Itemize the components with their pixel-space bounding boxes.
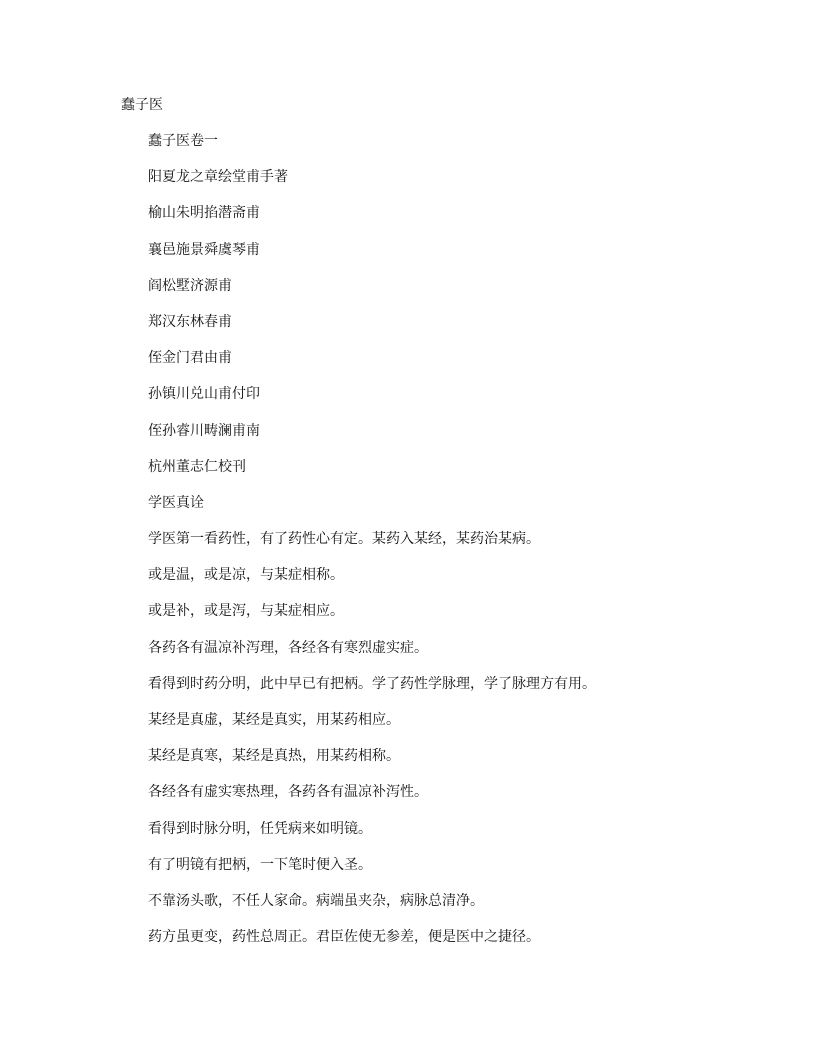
text-line: 或是温，或是凉，与某症相称。 (148, 567, 344, 584)
text-line: 有了明镜有把柄，一下笔时便入圣。 (148, 856, 372, 873)
text-line: 某经是真虚，某经是真实，用某药相应。 (148, 712, 400, 728)
text-line: 或是补，或是泻，与某症相应。 (148, 603, 344, 620)
text-line: 学医第一看药性，有了药性心有定。某药入某经，某药治某病。 (148, 531, 540, 548)
text-line: 各药各有温凉补泻理，各经各有寒烈虚实症。 (148, 639, 428, 656)
text-line: 阳夏龙之章绘堂甫手著 (148, 169, 288, 186)
text-line: 侄金门君由甫 (148, 350, 232, 367)
text-line: 襄邑施景舜虞琴甫 (148, 241, 260, 258)
text-line: 看得到时药分明，此中早已有把柄。学了药性学脉理，学了脉理方有用。 (148, 675, 596, 692)
document-title: 蠢子医 (121, 97, 163, 113)
text-lines (148, 132, 596, 964)
text-line: 阎松墅济源甫 (148, 277, 232, 294)
text-line: 榆山朱明掐潜斋甫 (148, 205, 260, 222)
text-line: 看得到时脉分明，任凭病来如明镜。 (148, 820, 372, 837)
text-line: 学医真诠 (148, 494, 204, 511)
text-line: 不靠汤头歌，不任人家命。病端虽夹杂，病脉总清净。 (148, 892, 484, 909)
text-line: 药方虽更变，药性总周正。君臣佐使无参差，便是医中之捷径。 (148, 929, 540, 946)
text-line: 蠢子医卷一 (148, 133, 218, 149)
text-line: 某经是真寒，某经是真热，用某药相称。 (148, 748, 400, 765)
text-line: 杭州董志仁校刊 (148, 458, 246, 475)
text-line: 侄孙睿川畴澜甫南 (148, 422, 260, 439)
text-line: 各经各有虚实寒热理，各药各有温凉补泻性。 (148, 784, 428, 801)
text-line: 孙镇川兑山甫付印 (148, 386, 260, 403)
text-line: 郑汉东林春甫 (148, 313, 232, 330)
